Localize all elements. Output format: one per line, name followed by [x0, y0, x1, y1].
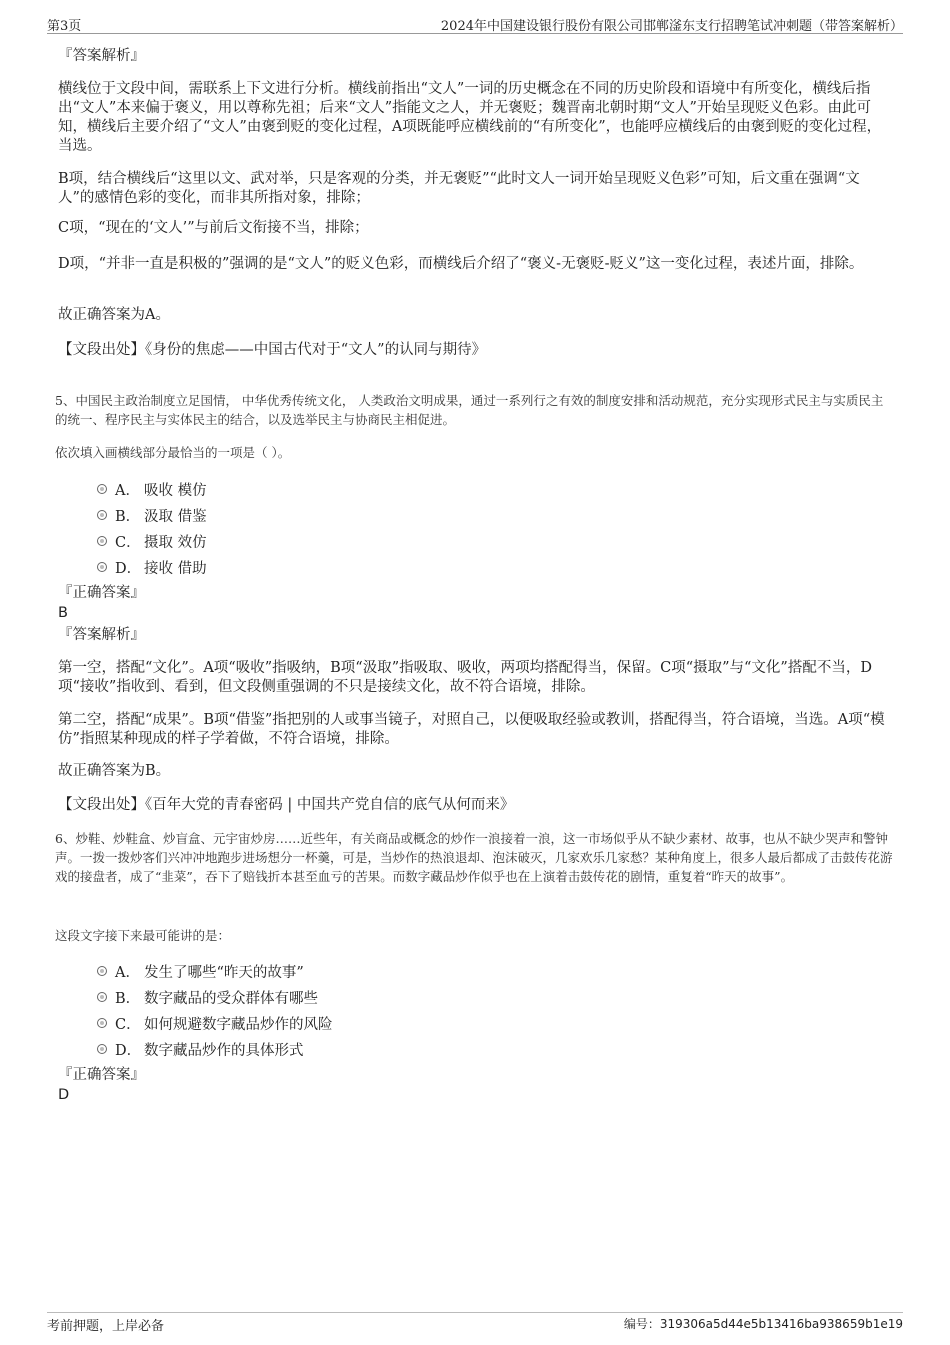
document-title: 2024年中国建设银行股份有限公司邯郸滏东支行招聘笔试冲刺题（带答案解析）: [440, 19, 903, 34]
q4-analysis-p1: 横线位于文段中间，需联系上下文进行分析。横线前指出“文人”一词的历史概念在不同的历史阶段和语境中有所变化，横线后指出“文人”本来偏于褒义，用以尊称先祖；后来“文人”指能文之人，并无褒贬；魏晋南北朝时期“文人”开始呈现贬义色彩。由此可知，横线后主要介绍了“文人”由褒到贬的变化过程，A项既能呼应横线前的“有所变化”，也能呼应横线后的由褒到贬的变化过程，当选。: [58, 81, 882, 154]
q6-prompt: 这段文字接下来最可能讲的是：: [55, 928, 231, 943]
option-letter: C．: [115, 1017, 141, 1033]
q5-prompt: 依次填入画横线部分最恰当的一项是（ ）。: [55, 445, 291, 460]
q4-analysis-p2: B项，结合横线后“这里以文、武对举，只是客观的分类，并无褒贬”“此时文人一词开始呈现贬义色彩”可知，后文重在强调“文人”的感情色彩的变化，而非其所指对象，排除；: [58, 171, 860, 206]
footer-slogan: 考前押题，上岸必备: [47, 1319, 165, 1334]
radio-button-icon[interactable]: [97, 484, 107, 494]
option-text: 接收 借助: [144, 561, 207, 577]
option-letter: A．: [115, 965, 140, 981]
radio-button-icon[interactable]: [97, 966, 107, 976]
q5-analysis-label: 『答案解析』: [58, 627, 145, 643]
page-footer: [47, 1312, 903, 1334]
option-letter: B．: [115, 509, 141, 525]
q4-analysis-label: 『答案解析』: [58, 48, 145, 64]
radio-button-icon[interactable]: [97, 510, 107, 520]
option-text: 摄取 效仿: [144, 535, 207, 551]
option-letter: B．: [115, 991, 141, 1007]
q4-conclusion: 故正确答案为A。: [58, 307, 170, 323]
radio-button-icon[interactable]: [97, 1044, 107, 1054]
radio-button-icon[interactable]: [97, 536, 107, 546]
option-letter: D．: [115, 1043, 142, 1059]
q5-answer-label: 『正确答案』: [58, 585, 145, 601]
radio-button-icon[interactable]: [97, 992, 107, 1002]
q4-source: 【文段出处】《身份的焦虑——中国古代对于“文人”的认同与期待》: [58, 342, 487, 358]
q6-answer-label: 『正确答案』: [58, 1067, 145, 1083]
q5-conclusion: 故正确答案为B。: [58, 763, 171, 779]
q5-answer: B: [58, 605, 68, 621]
option-letter: C．: [115, 535, 141, 551]
q5-analysis-p2: 第二空，搭配“成果”。B项“借鉴”指把别的人或事当镜子，对照自己，以便吸取经验或教训，搭配得当，符合语境，当选。A项“模仿”指照某种现成的样子学着做，不符合语境，排除。: [58, 712, 885, 747]
radio-button-icon[interactable]: [97, 562, 107, 572]
q6-stem: 6、炒鞋、炒鞋盒、炒盲盒、元宇宙炒房……近些年，有关商品或概念的炒作一浪接着一浪，这一市场似乎从不缺少素材、故事，也从不缺少哭声和警钟声。一拨一拨炒客们兴冲冲地跑步进场想分一杯羹，可是，当炒作的热浪退却、泡沫破灭，几家欢乐几家愁？某种角度上，很多人最后都成了击鼓传花游戏的接盘者，成了“韭菜”，吞下了赔钱折本甚至血亏的苦果。而数字藏品炒作似乎也在上演着击鼓传花的剧情，重复着“昨天的故事”。: [55, 831, 893, 884]
option-text: 如何规避数字藏品炒作的风险: [144, 1017, 333, 1033]
q5-analysis-p1: 第一空，搭配“文化”。A项“吸收”指吸纳，B项“汲取”指吸取、吸收，两项均搭配得当，保留。C项“摄取”与“文化”搭配不当，D项“接收”指收到、看到，但文段侧重强调的不只是接续文化，故不符合语境，排除。: [58, 660, 872, 695]
page-number: 第3页: [47, 19, 82, 34]
radio-button-icon[interactable]: [97, 1018, 107, 1028]
option-text: 数字藏品的受众群体有哪些: [144, 991, 318, 1007]
option-text: 数字藏品炒作的具体形式: [144, 1043, 304, 1059]
q4-analysis-p4: D项，“并非一直是积极的”强调的是“文人”的贬义色彩，而横线后介绍了“褒义-无褒贬-贬义”这一变化过程，表述片面，排除。: [58, 256, 864, 272]
option-text: 发生了哪些“昨天的故事”: [144, 965, 304, 981]
option-letter: D．: [115, 561, 142, 577]
option-text: 吸收 模仿: [144, 483, 207, 499]
q4-analysis-p3: C项，“现在的‘文人’”与前后文衔接不当，排除；: [58, 220, 369, 236]
q5-source: 【文段出处】《百年大党的青春密码 | 中国共产党自信的底气从何而来》: [58, 797, 515, 813]
page-header: [47, 12, 903, 34]
option-letter: A．: [115, 483, 140, 499]
q5-stem: 5、中国民主政治制度立足国情， 中华优秀传统文化， 人类政治文明成果，通过一系列行之有效的制度安排和活动规范，充分实现形式民主与实质民主的统一、程序民主与实体民主的结合，以及选举民主与协商民主相促进。: [55, 393, 884, 427]
option-text: 汲取 借鉴: [144, 509, 207, 525]
document-code: 编号：319306a5d44e5b13416ba938659b1e19: [623, 1317, 903, 1331]
q6-answer: D: [58, 1087, 70, 1103]
